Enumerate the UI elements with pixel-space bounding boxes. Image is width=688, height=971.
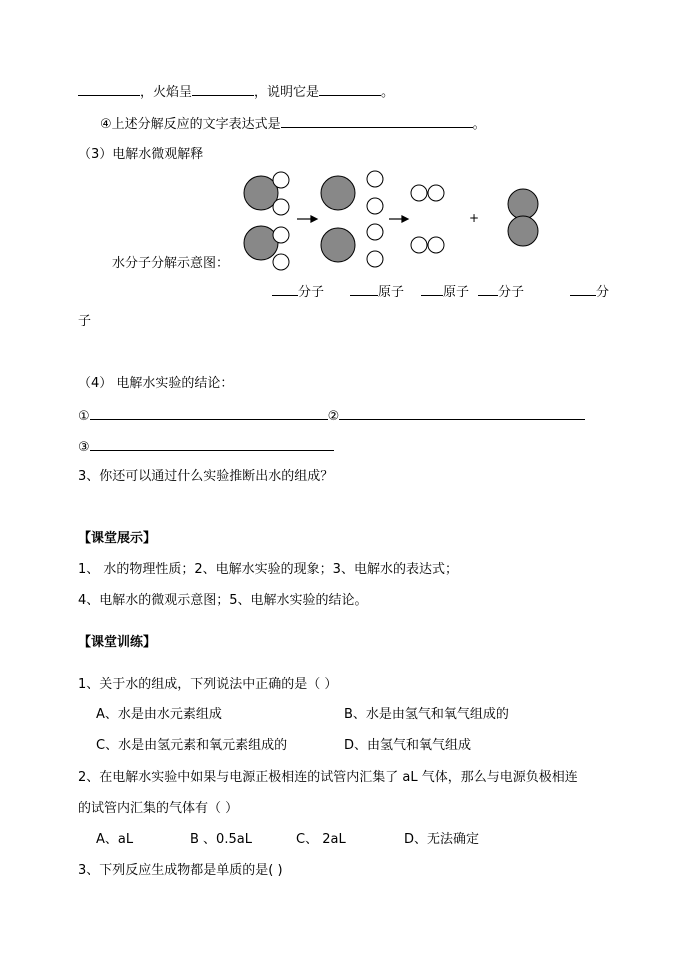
section-4-title: （4） 电解水实验的结论： (78, 376, 234, 391)
option[interactable]: C、 2aL (296, 832, 346, 847)
hydrogen-atom (367, 198, 383, 214)
text: 。 (472, 117, 486, 132)
text: ④上述分解反应的文字表达式是 (100, 117, 281, 132)
hydrogen-atom (428, 185, 444, 201)
hydrogen-atom (367, 224, 383, 240)
display-item: 4、电解水的微观示意图；5、电解水实验的结论。 (78, 593, 368, 608)
option[interactable]: A、aL (96, 832, 134, 847)
blank[interactable] (90, 437, 334, 451)
question-stem: 2、在电解水实验中如果与电源正极相连的试管内汇集了 aL 气体，那么与电源负极相连 (78, 770, 578, 785)
diagram-label: 分子 (478, 282, 524, 302)
training-heading: 【课堂训练】 (78, 635, 157, 650)
option[interactable]: B 、0.5aL (190, 832, 252, 847)
option[interactable]: A、水是由水元素组成 (96, 707, 222, 722)
hydrogen-atom (367, 171, 383, 187)
display-heading: 【课堂展示】 (78, 531, 157, 546)
conclusion-row: ③ (78, 437, 334, 457)
oxygen-atom (321, 176, 355, 210)
oxygen-atom (244, 226, 278, 260)
hydrogen-atom (273, 199, 289, 215)
plus-sign: + (469, 211, 480, 225)
option[interactable]: D、由氢气和氧气组成 (344, 738, 472, 753)
hydrogen-atom (273, 227, 289, 243)
text: ，火焰呈 (140, 85, 193, 100)
blank[interactable] (478, 282, 498, 296)
section-3-title: （3）电解水微观解释 (78, 147, 204, 162)
oxygen-atom (508, 216, 538, 246)
question-3: 3、你还可以通过什么实验推断出水的组成？ (78, 469, 334, 484)
water-decomposition-diagram (0, 0, 688, 300)
blank[interactable] (421, 282, 443, 296)
diagram-label: 原子 (421, 282, 469, 302)
oxygen-atom (321, 228, 355, 262)
diagram-label: 原子 (350, 282, 404, 302)
text: 。 (381, 85, 395, 100)
blank[interactable] (90, 406, 328, 420)
option[interactable]: C、水是由氢元素和氧元素组成的 (96, 738, 288, 753)
blank[interactable] (272, 282, 298, 296)
blank[interactable] (339, 406, 585, 420)
hydrogen-atom (411, 185, 427, 201)
hydrogen-atom (428, 237, 444, 253)
hydrogen-atom (411, 237, 427, 253)
question-stem-cont: 的试管内汇集的气体有（ ） (78, 801, 239, 816)
display-item: 1、 水的物理性质；2、电解水实验的现象；3、电解水的表达式； (78, 562, 458, 577)
option[interactable]: D、无法确定 (404, 832, 480, 847)
diagram-label-wrap: 子 (78, 314, 92, 329)
hydrogen-atom (273, 254, 289, 270)
option[interactable]: B、水是由氢气和氧气组成的 (344, 707, 509, 722)
text: ，说明它是 (254, 85, 320, 100)
oxygen-atom (508, 189, 538, 219)
question-stem: 1、关于水的组成，下列说法中正确的是（ ） (78, 677, 338, 692)
hydrogen-atom (273, 172, 289, 188)
hydrogen-atom (367, 251, 383, 267)
blank[interactable] (350, 282, 378, 296)
question-stem: 3、下列反应生成物都是单质的是( ) (78, 863, 283, 878)
diagram-label: 分子 (272, 282, 324, 302)
diagram-label: 分 (570, 282, 609, 302)
diagram-caption: 水分子分解示意图： (112, 256, 230, 271)
blank[interactable] (570, 282, 596, 296)
conclusion-row: ① ② (78, 406, 585, 426)
